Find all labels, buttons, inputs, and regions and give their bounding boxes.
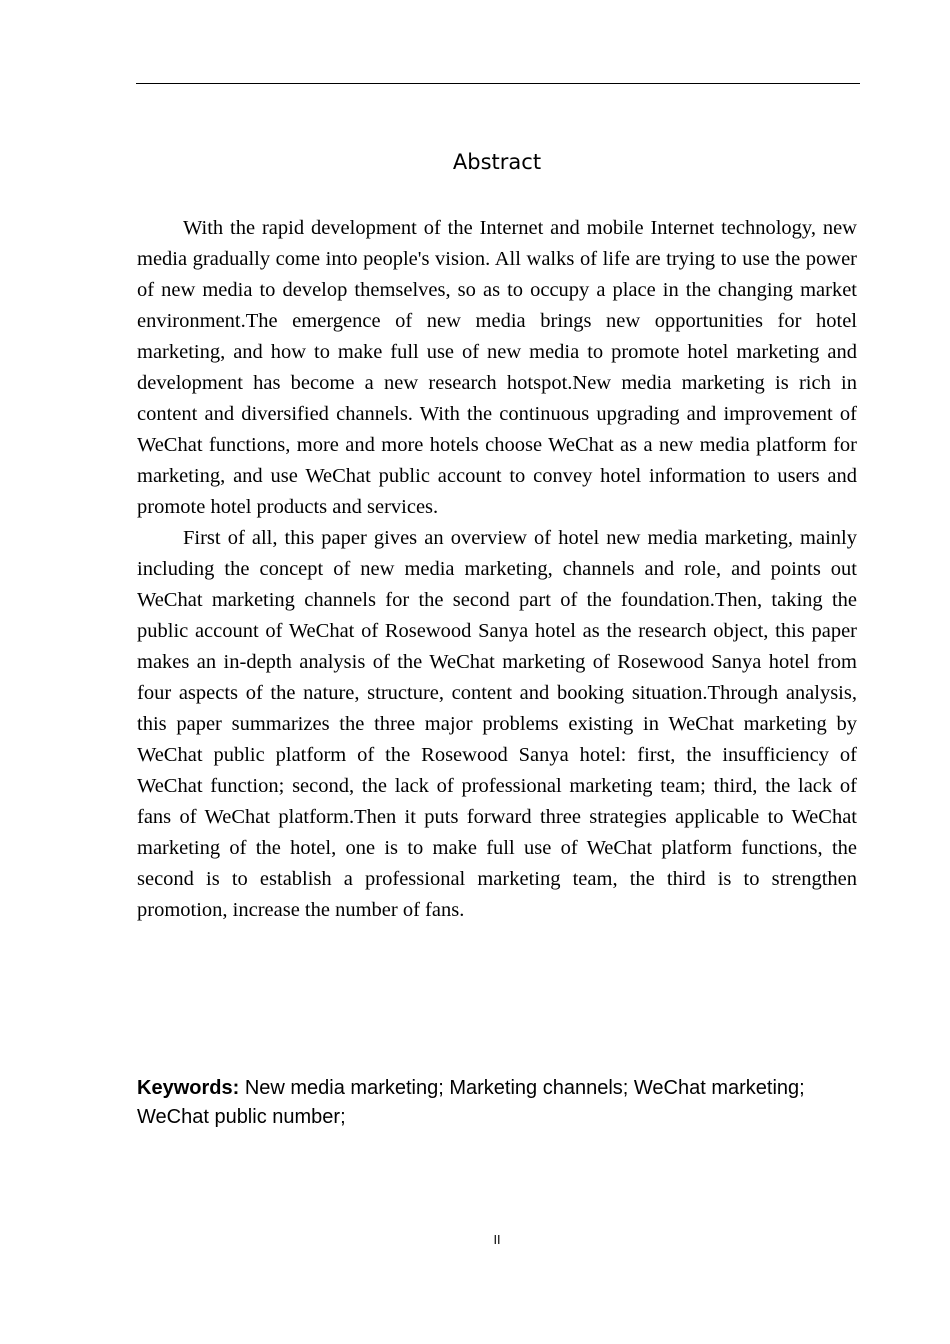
header-rule xyxy=(136,83,860,84)
abstract-paragraph-2: First of all, this paper gives an overview of hotel new media marketing, mainly including the concept of new media marketing, channels and role, and points out WeChat marketing channels for the second part of the foundation.Then, taking the public account of WeChat of Rosewood Sanya hotel as the research object, this paper makes an in-depth analysis of the WeChat marketing of Rosewood Sanya hotel from four aspects of the nature, structure, content and booking situation.Through analysis, this paper summarizes the three major problems existing in WeChat marketing by WeChat public platform of the Rosewood Sanya hotel: first, the insufficiency of WeChat function; second, the lack of professional marketing team; third, the lack of fans of WeChat platform.Then it puts forward three strategies applicable to WeChat marketing of the hotel, one is to make full use of WeChat platform functions, the second is to establish a professional marketing team, the third is to strengthen promotion, increase the number of fans. xyxy=(137,527,857,921)
abstract-paragraph-1: With the rapid development of the Internet and mobile Internet technology, new media gradually come into people's vision. All walks of life are trying to use the power of new media to develop themselves, so as to occupy a place in the changing market environment.The emergence of new media brings new opportunities for hotel marketing, and how to make full use of new media to promote hotel marketing and development has become a new research hotspot.New media marketing is rich in content and diversified channels. With the continuous upgrading and improvement of WeChat functions, more and more hotels choose WeChat as a new media platform for marketing, and use WeChat public account to convey hotel information to users and promote hotel products and services. xyxy=(137,217,857,518)
page-number: II xyxy=(493,1233,501,1247)
abstract-body xyxy=(137,213,857,926)
abstract-title: Abstract xyxy=(452,150,542,174)
keywords-label: Keywords: xyxy=(137,1077,240,1099)
keywords-text: New media marketing; Marketing channels; WeChat marketing; WeChat public number; xyxy=(137,1077,805,1128)
keywords-block xyxy=(137,1074,857,1132)
